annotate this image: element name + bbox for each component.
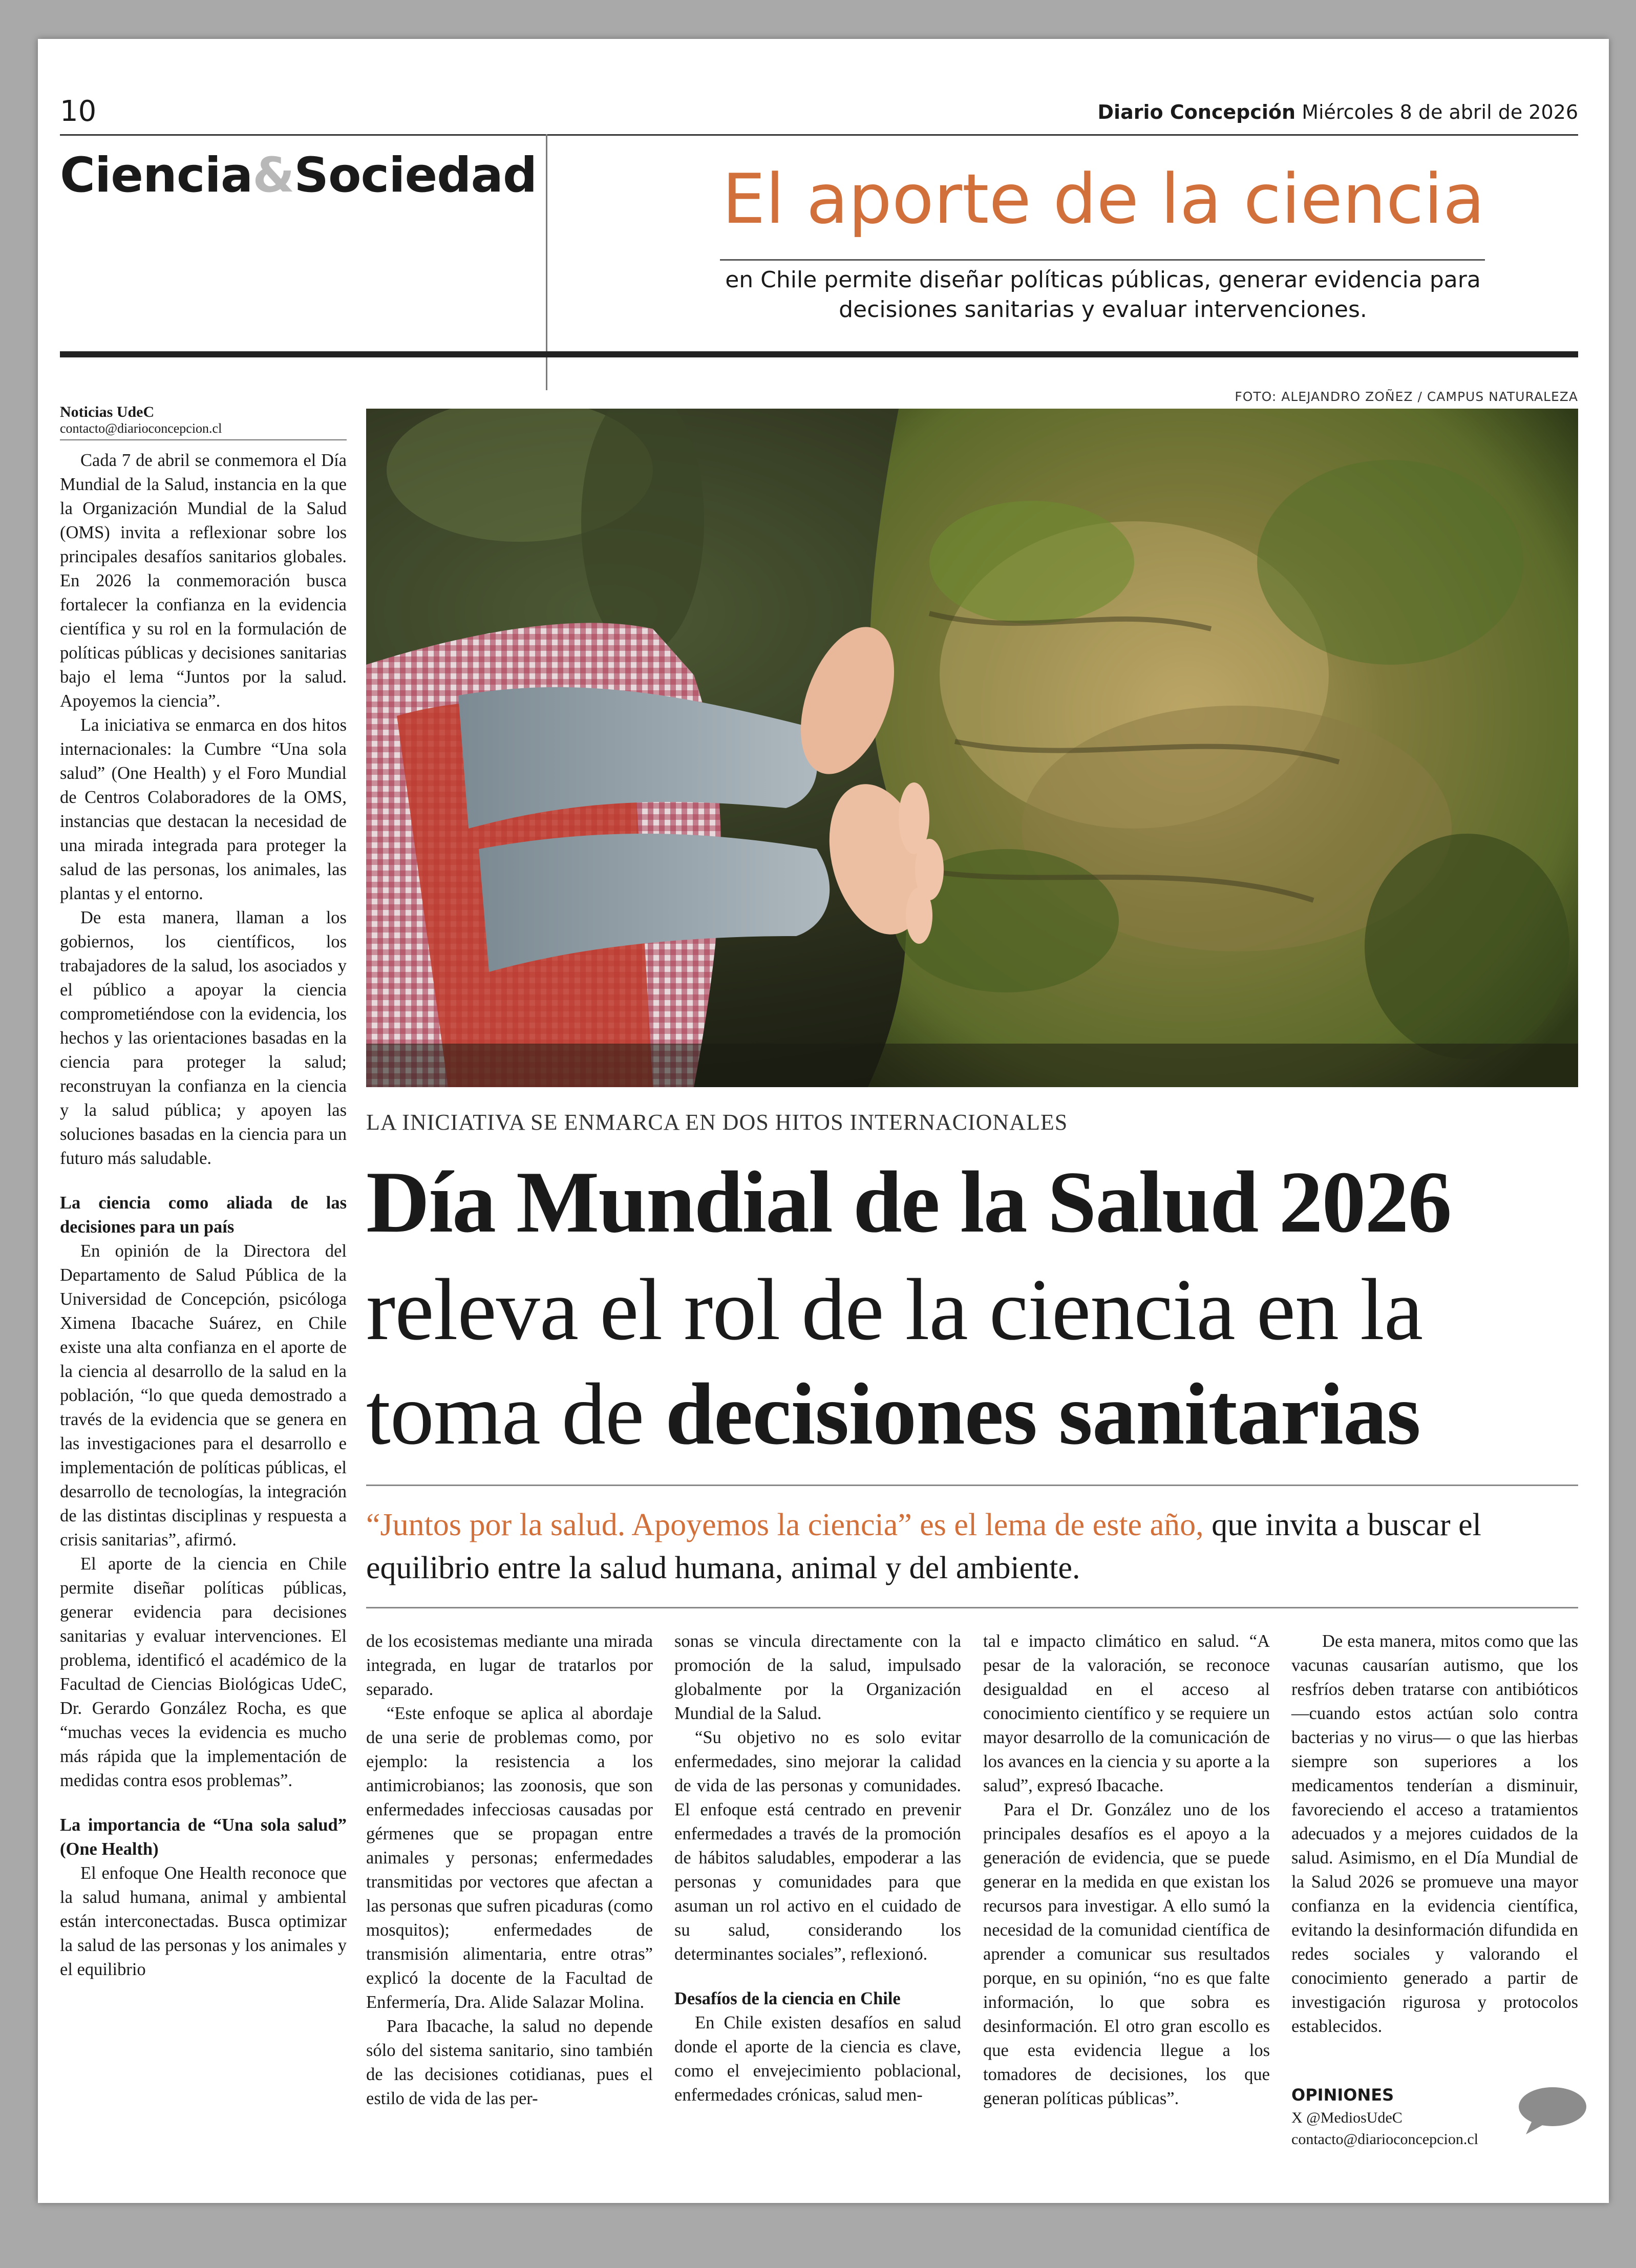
paragraph: de los ecosistemas mediante una mirada integrada, en lugar de tratarlos por separado. — [366, 1631, 653, 1699]
headline-line-3 — [366, 1366, 1420, 1463]
issue-date: Miércoles 8 de abril de 2026 — [1302, 101, 1578, 123]
paragraph: tal e impacto climático en salud. “A pesar de la valoración, se reconoce desigualdad en el acceso al conocimiento científico y se requiere un mayor desarrollo de la comunicación de los avances en la ciencia y su aporte a la salud”, expresó Ibacache. — [983, 1631, 1270, 1795]
byline-name: Noticias UdeC — [60, 404, 155, 420]
page-number: 10 — [60, 95, 97, 128]
article-subkicker: LA INICIATIVA SE ENMARCA EN DOS HITOS INTERNACIONALES — [366, 1110, 1068, 1135]
subheading: La importancia de “Una sola salud” (One Health) — [60, 1815, 347, 1859]
paragraph: De esta manera, llaman a los gobiernos, los científicos, los trabajadores de la salud, los asociados y el público a apoyar la ciencia comprometiéndose con la evidencia, los hechos y las orientaciones basadas en la ciencia para proteger la salud; reconstruyan la confianza en la ciencia y la salud pública; y apoyen las soluciones basadas en la ciencia para un futuro más saludable. — [60, 908, 347, 1168]
kicker-title: El aporte de la ciencia — [722, 159, 1485, 239]
article-column-5 — [1291, 1629, 1578, 2039]
article-column-1 — [60, 449, 347, 1982]
paragraph: En Chile existen desafíos en salud donde el aporte de la ciencia es clave, como el envejecimiento poblacional, enfermedades crónicas, salud men- — [674, 2013, 961, 2105]
headline-line-3-bold: decisiones sanitarias — [665, 1366, 1420, 1463]
paragraph: “Su objetivo no es solo evitar enfermedades, sino mejorar la calidad de vida de las personas y comunidades. El enfoque está centrado en prevenir enfermedades a través de la promoción de hábitos saludables, empoderar a las personas y comunidades para que asuman un rol activo en el cuidado de su salud, considerando los determinantes sociales”, reflexionó. — [674, 1728, 961, 1964]
subheading: La ciencia como aliada de las decisiones para un país — [60, 1193, 347, 1237]
article-photo — [366, 409, 1578, 1087]
section-title — [60, 147, 537, 203]
headline-line-1: Día Mundial de la Salud 2026 — [366, 1154, 1451, 1251]
byline-rule — [60, 439, 347, 440]
newspaper-name: Diario Concepción — [1097, 101, 1296, 123]
speech-bubble-icon — [1517, 2085, 1588, 2139]
article-column-3 — [674, 1629, 961, 2107]
opinions-label: OPINIONES — [1291, 2085, 1394, 2105]
article-column-4 — [983, 1629, 1270, 2111]
opinions-email[interactable]: contacto@diarioconcepcion.cl — [1291, 2131, 1478, 2148]
paragraph: Para el Dr. González uno de los principales desafíos es el apoyo a la generación de evidencia, que se puede generar en la medida en que existan los recursos para investigar. A ello sumó la necesidad de la comunidad científica de aprender a comunicar sus resultados porque, en su opinión, “no es que falte información, lo que sobra es desinformación. El otro gran escollo es que esta evidencia llegue a los tomadores de decisiones, los que generan políticas públicas”. — [983, 1800, 1270, 2108]
photo-credit: FOTO: ALEJANDRO ZOÑEZ / CAMPUS NATURALEZA — [1235, 389, 1578, 404]
article-column-2 — [366, 1629, 653, 2111]
article-deck — [366, 1503, 1578, 1589]
deck-text: que invita a buscar el equilibrio entre la salud humana, animal y del ambiente. — [366, 1508, 1481, 1585]
newspaper-page — [38, 39, 1609, 2203]
kicker-rule — [720, 259, 1485, 261]
subheading: Desafíos de la ciencia en Chile — [674, 1989, 901, 2008]
paragraph: El enfoque One Health reconoce que la salud humana, animal y ambiental están interconectadas. Busca optimizar la salud de las personas y los animales y el equilibrio — [60, 1863, 347, 1979]
deck-rule-bottom — [366, 1607, 1578, 1608]
opinions-x-handle[interactable]: X @MediosUdeC — [1291, 2109, 1403, 2126]
section-part1: Ciencia — [60, 147, 253, 203]
section-part2: Sociedad — [294, 147, 537, 203]
section-amp: & — [252, 147, 294, 203]
deck-highlight: “Juntos por la salud. Apoyemos la ciencia” es el lema de este año, — [366, 1508, 1204, 1542]
paragraph: Cada 7 de abril se conmemora el Día Mundial de la Salud, instancia en la que la Organización Mundial de la Salud (OMS) invita a reflexionar sobre los principales desafíos sanitarios globales. En 2026 la conmemoración busca fortalecer la confianza en la evidencia científica y su rol en la formulación de políticas públicas y decisiones sanitarias bajo el lema “Juntos por la salud. Apoyemos la ciencia”. — [60, 451, 347, 711]
paragraph: El aporte de la ciencia en Chile permite diseñar políticas públicas, generar evidencia para decisiones sanitarias y evaluar intervenciones. El problema, identificó el académico de la Facultad de Ciencias Biológicas UdeC, Dr. Gerardo González Rocha, es que “muchas veces la evidencia es mucho más rápida que la implementación de medidas contra esos problemas”. — [60, 1554, 347, 1790]
paragraph: “Este enfoque se aplica al abordaje de una serie de problemas como, por ejemplo: la resistencia a los antimicrobianos; las zoonosis, que son enfermedades infecciosas causadas por gérmenes que se propagan entre animales y personas; enfermedades transmitidas por vectores que afectan a las personas que sufren picaduras (como mosquitos); enfermedades de transmisión alimentaria, entre otras” explicó la docente de la Facultad de Enfermería, Dra. Alide Salazar Molina. — [366, 1704, 653, 2012]
paragraph: De esta manera, mitos como que las vacunas causarían autismo, que los resfríos deben tratarse con antibióticos —cuando estos actúan solo contra bacterias y no virus— o que las hierbas siempre son superiores a los medicamentos tenderían a disminuir, favoreciendo el acceso a tratamientos adecuados y a mejores cuidados de la salud. Asimismo, en el Día Mundial de la Salud 2026 se promueve una mayor confianza en la evidencia científica, evitando la desinformación difundida en redes sociales y valorando el conocimiento generado a partir de investigación rigurosa y protocolos establecidos. — [1291, 1631, 1578, 2036]
paragraph: sonas se vincula directamente con la promoción de la salud, impulsado globalmente por la Organización Mundial de la Salud. — [674, 1631, 961, 1723]
paragraph: La iniciativa se enmarca en dos hitos internacionales: la Cumbre “Una sola salud” (One Health) y el Foro Mundial de Centros Colaboradores de la OMS, instancias que destacan la necesidad de una mirada integrada para proteger la salud de las personas, los animales, las plantas y el entorno. — [60, 715, 347, 903]
kicker-subtitle: en Chile permite diseñar políticas públicas, generar evidencia para decisiones sanitarias y evaluar intervenciones. — [725, 267, 1481, 323]
deck-rule-top — [366, 1485, 1578, 1486]
byline-email[interactable]: contacto@diarioconcepcion.cl — [60, 421, 222, 436]
photo-illustration — [366, 409, 1578, 1087]
masthead — [1098, 102, 1578, 122]
headline-line-2: releva el rol de la ciencia en la — [366, 1261, 1423, 1359]
headline-line-3-regular: toma de — [366, 1366, 666, 1463]
header-thick-rule — [60, 351, 1578, 357]
paragraph: Para Ibacache, la salud no depende sólo del sistema sanitario, sino también de las decisiones cotidianas, pues el estilo de vida de las per- — [366, 2017, 653, 2108]
paragraph: En opinión de la Directora del Departamento de Salud Pública de la Universidad de Concepción, psicóloga Ximena Ibacache Suárez, en Chile existe una alta confianza en el aporte de la ciencia al desarrollo de la salud en la población, “lo que queda demostrado a través de la evidencia que se genera en las investigaciones para el desarrollo e implementación de políticas públicas, el desarrollo de tecnologías, la integración de las distintas disciplinas y respuesta a crisis sanitarias”, afirmó. — [60, 1241, 347, 1550]
header-rule — [60, 134, 1578, 136]
